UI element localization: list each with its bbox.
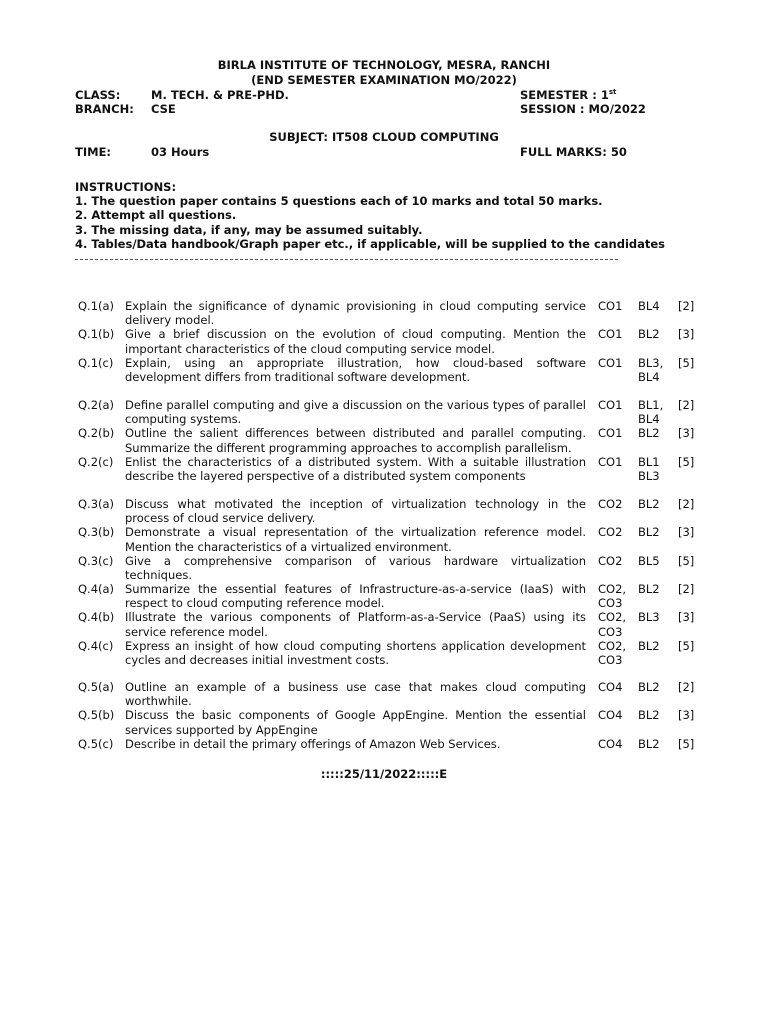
question-group-2: [78, 398, 718, 483]
bloom-level: BL1, BL4: [638, 398, 664, 427]
question-row: [78, 426, 718, 454]
course-outcome: CO4: [598, 736, 623, 751]
bloom-level: BL2: [638, 582, 660, 596]
session: SESSION : MO/2022: [520, 102, 646, 116]
question-row: [78, 455, 718, 483]
question-marks: [2]: [678, 497, 695, 511]
bloom-level: BL2: [638, 327, 660, 342]
question-group-1: [78, 299, 718, 384]
question-number: Q.5(c): [78, 736, 114, 751]
exam-title: (END SEMESTER EXAMINATION MO/2022): [251, 73, 517, 87]
question-row: [78, 299, 718, 327]
question-marks: [3]: [678, 610, 695, 625]
question-marks: [3]: [678, 327, 695, 342]
question-number: Q.2(a): [78, 398, 115, 412]
question-row: [78, 680, 718, 708]
question-text: Define parallel computing and give a discussion on the various types of parallel computing systems.: [125, 398, 586, 427]
course-outcome: CO2: [598, 553, 623, 568]
full-marks: FULL MARKS: 50: [520, 145, 627, 159]
question-marks: [5]: [678, 736, 695, 751]
question-marks: [3]: [678, 525, 695, 540]
question-row: [78, 737, 718, 751]
semester-label: SEMESTER : 1: [520, 88, 609, 102]
question-text: Explain the significance of dynamic provisioning in cloud computing service delivery model.: [125, 299, 586, 328]
question-text: Give a brief discussion on the evolution of cloud computing. Mention the important characteristics of the cloud computing service model.: [125, 327, 586, 356]
bloom-level: BL3: [638, 610, 660, 625]
bloom-level: BL2: [638, 525, 660, 540]
footer-date: :::::25/11/2022:::::E: [320, 767, 448, 781]
question-number: Q.4(c): [78, 638, 114, 653]
question-group-5: [78, 680, 718, 751]
question-text: Summarize the essential features of Infrastructure-as-a-service (IaaS) with respect to cloud computing reference model.: [125, 582, 586, 611]
question-text: Illustrate the various components of Platform-as-a-Service (PaaS) using its service reference model.: [125, 610, 586, 639]
question-number: Q.1(b): [78, 327, 115, 342]
separator-line: [75, 259, 618, 260]
question-text: Outline the salient differences between distributed and parallel computing. Summarize the different programming approaches to accomplish parallelism.: [125, 426, 586, 455]
instruction-item: 2. Attempt all questions.: [75, 208, 237, 223]
course-outcome: CO1: [598, 426, 623, 441]
semester-suffix: st: [608, 88, 617, 97]
class-value: M. TECH. & PRE-PHD.: [151, 88, 289, 102]
question-marks: [5]: [678, 355, 695, 370]
question-number: Q.1(a): [78, 299, 115, 313]
time-value: 03 Hours: [151, 145, 210, 159]
instruction-item: 1. The question paper contains 5 questions each of 10 marks and total 50 marks.: [75, 194, 603, 209]
bloom-level: BL4: [638, 299, 660, 313]
question-row: [78, 356, 718, 384]
question-group-3: [78, 497, 718, 582]
question-marks: [2]: [678, 680, 695, 694]
branch-value: CSE: [151, 102, 176, 116]
question-number: Q.3(b): [78, 525, 115, 540]
question-marks: [5]: [678, 638, 695, 653]
course-outcome: CO1: [598, 454, 623, 469]
course-outcome: CO2: [598, 525, 623, 540]
question-text: Describe in detail the primary offerings of Amazon Web Services.: [125, 736, 501, 751]
question-text: Express an insight of how cloud computing shortens application development cycles and decreases initial investment costs.: [125, 638, 586, 668]
course-outcome: CO1: [598, 299, 623, 313]
question-row: [78, 639, 718, 667]
bloom-level: BL2: [638, 708, 660, 723]
instructions: [75, 180, 695, 251]
question-text: Discuss what motivated the inception of virtualization technology in the process of cloud service delivery.: [125, 497, 586, 526]
question-marks: [5]: [678, 454, 695, 469]
question-row: [78, 497, 718, 525]
course-outcome: CO4: [598, 680, 623, 694]
course-outcome: CO2, CO3: [598, 610, 627, 639]
question-text: Enlist the characteristics of a distributed system. With a suitable illustration describe the layered perspective of a distributed system components: [125, 454, 586, 484]
question-text: Demonstrate a visual representation of the virtualization reference model. Mention the characteristics of a virtualized environment.: [125, 525, 586, 554]
question-number: Q.4(a): [78, 582, 115, 596]
question-text: Give a comprehensive comparison of various hardware virtualization techniques.: [125, 553, 586, 583]
instruction-item: 3. The missing data, if any, may be assumed suitably.: [75, 222, 423, 237]
question-marks: [3]: [678, 708, 695, 723]
question-number: Q.2(c): [78, 454, 114, 469]
course-outcome: CO2, CO3: [598, 582, 627, 611]
question-row: [78, 610, 718, 638]
class-label: CLASS:: [75, 88, 121, 102]
question-number: Q.4(b): [78, 610, 115, 625]
question-text: Discuss the basic components of Google AppEngine. Mention the essential services supported by AppEngine: [125, 708, 586, 737]
bloom-level: BL2: [638, 426, 660, 441]
institute-title: BIRLA INSTITUTE OF TECHNOLOGY, MESRA, RANCHI: [217, 58, 551, 72]
question-marks: [2]: [678, 299, 695, 313]
question-number: Q.5(b): [78, 708, 115, 723]
bloom-level: BL1 BL3: [638, 454, 660, 484]
bloom-level: BL2: [638, 497, 660, 511]
course-outcome: CO4: [598, 708, 623, 723]
course-outcome: CO1: [598, 327, 623, 342]
bloom-level: BL2: [638, 680, 660, 694]
bloom-level: BL2: [638, 736, 660, 751]
question-row: [78, 327, 718, 355]
course-outcome: CO1: [598, 398, 623, 412]
bloom-level: BL5: [638, 553, 660, 568]
question-text: Explain, using an appropriate illustration, how cloud-based software development differs from traditional software development.: [125, 355, 586, 385]
instructions-title: INSTRUCTIONS:: [75, 180, 177, 194]
question-row: [78, 554, 718, 582]
question-row: [78, 582, 718, 610]
semester: [520, 88, 616, 102]
bloom-level: BL2: [638, 638, 660, 653]
question-marks: [2]: [678, 582, 695, 596]
course-outcome: CO1: [598, 355, 623, 370]
question-number: Q.5(a): [78, 680, 115, 694]
course-outcome: CO2: [598, 497, 623, 511]
question-row: [78, 708, 718, 736]
instruction-item: 4. Tables/Data handbook/Graph paper etc., if applicable, will be supplied to the candidates: [75, 236, 666, 251]
time-label: TIME:: [75, 145, 112, 159]
question-marks: [3]: [678, 426, 695, 441]
question-number: Q.3(c): [78, 553, 114, 568]
subject: SUBJECT: IT508 CLOUD COMPUTING: [269, 130, 499, 144]
question-row: [78, 398, 718, 426]
branch-label: BRANCH:: [75, 102, 134, 116]
question-number: Q.3(a): [78, 497, 115, 511]
question-number: Q.2(b): [78, 426, 115, 441]
question-group-4: [78, 582, 718, 667]
question-number: Q.1(c): [78, 355, 114, 370]
question-marks: [5]: [678, 553, 695, 568]
course-outcome: CO2, CO3: [598, 638, 627, 668]
question-marks: [2]: [678, 398, 695, 412]
bloom-level: BL3, BL4: [638, 355, 664, 385]
question-text: Outline an example of a business use case that makes cloud computing worthwhile.: [125, 680, 586, 709]
question-row: [78, 525, 718, 553]
